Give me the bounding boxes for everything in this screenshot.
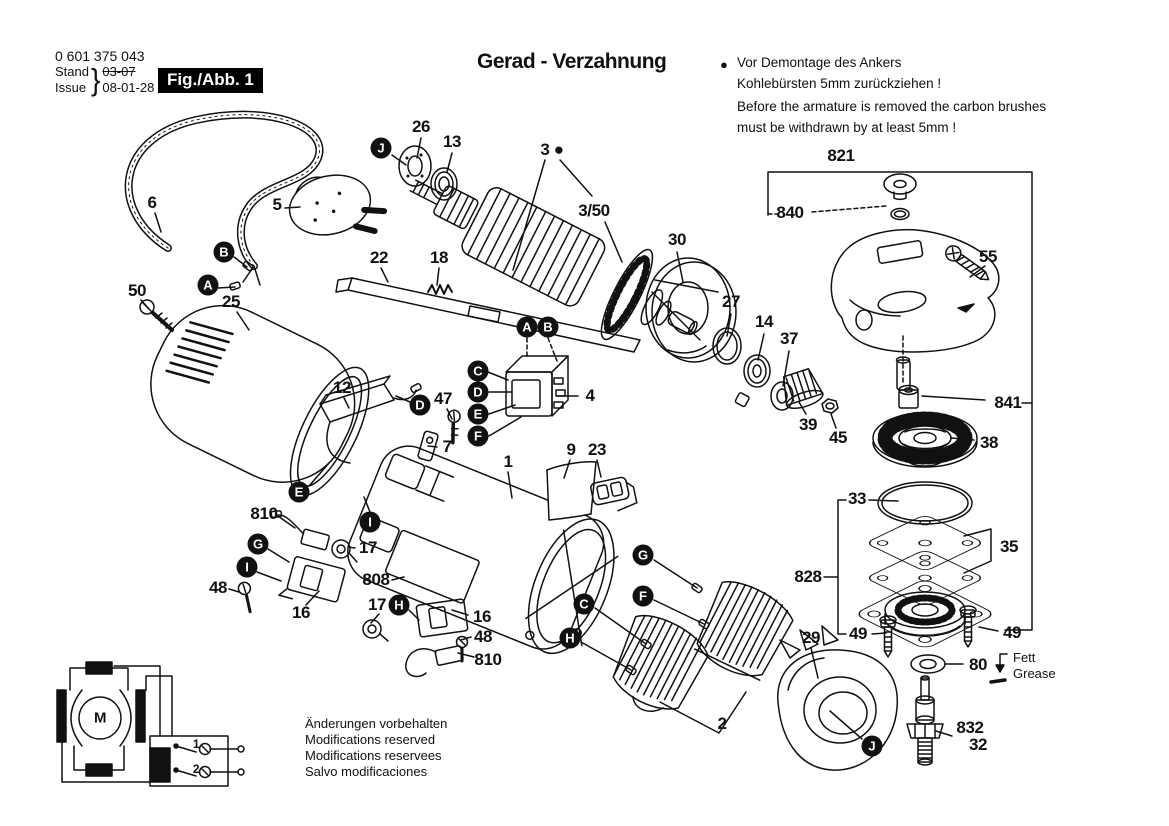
modifications-line-es: Salvo modificaciones — [305, 764, 428, 779]
part-label-828: 828 — [794, 567, 822, 586]
issue-label: Issue — [55, 80, 87, 95]
part-label-16: 16 — [291, 603, 311, 622]
modifications-note — [305, 716, 447, 780]
callout-G: G — [633, 545, 654, 566]
part-label-6: 6 — [147, 193, 157, 212]
callout-J: J — [862, 736, 883, 757]
grease-label-de: Fett — [1013, 650, 1036, 665]
doc-number: 0 601 375 043 — [55, 48, 145, 64]
callout-I: I — [360, 512, 381, 533]
callout-A: A — [517, 317, 538, 338]
callout-F: F — [468, 426, 489, 447]
callout-H: H — [560, 628, 581, 649]
part-label-39: 39 — [798, 415, 818, 434]
grease-label-en: Grease — [1013, 666, 1056, 681]
part-label-810: 810 — [250, 504, 278, 523]
part-label-38: 38 — [979, 433, 999, 452]
part-label-3/50: 3/50 — [578, 201, 610, 220]
stand-value: 03-07 — [102, 64, 136, 79]
diagram-title: Gerad - Verzahnung — [477, 50, 667, 73]
part-label-30: 30 — [667, 230, 687, 249]
modifications-line-en: Modifications reserved — [305, 732, 436, 747]
part-label-M: M — [93, 709, 107, 727]
part-label-49: 49 — [1002, 623, 1022, 642]
warning-en-line1: Before the armature is removed the carbon brushes — [737, 99, 1047, 114]
part-label-35: 35 — [999, 537, 1019, 556]
stand-label: Stand — [55, 64, 89, 79]
part-label-29: 29 — [801, 628, 821, 647]
part-label-9: 9 — [566, 440, 576, 459]
part-label-7: 7 — [442, 437, 452, 456]
callout-F: F — [633, 586, 654, 607]
part-label-26: 26 — [411, 117, 431, 136]
part-label-821: 821 — [827, 146, 855, 165]
part-label-49: 49 — [848, 624, 868, 643]
part-label-16: 16 — [472, 607, 492, 626]
revision-brace: } — [90, 62, 101, 97]
part-label-14: 14 — [754, 312, 774, 331]
part-label-17: 17 — [367, 595, 387, 614]
part-label-810: 810 — [474, 650, 502, 669]
callout-E: E — [289, 482, 310, 503]
part-label-45: 45 — [828, 428, 848, 447]
revision-block — [55, 64, 154, 96]
part-label-1: 1 — [503, 452, 513, 471]
callout-G: G — [248, 534, 269, 555]
warning-de-line2: Kohlebürsten 5mm zurückziehen ! — [737, 76, 942, 91]
figure-number-box: Fig./Abb. 1 — [158, 68, 263, 93]
part-label-23: 23 — [587, 440, 607, 459]
part-label-18: 18 — [429, 248, 449, 267]
issue-value: 08-01-28 — [102, 80, 155, 95]
part-label-840: 840 — [776, 203, 804, 222]
part-label-55: 55 — [978, 247, 998, 266]
grease-note — [1013, 650, 1056, 682]
part-label-33: 33 — [847, 489, 867, 508]
callout-J: J — [371, 138, 392, 159]
part-label-3: 3 ● — [540, 140, 564, 159]
part-label-5: 5 — [272, 195, 282, 214]
part-label-4: 4 — [585, 386, 595, 405]
part-label-47: 47 — [433, 389, 453, 408]
callout-E: E — [468, 404, 489, 425]
part-label-1: 1 — [192, 737, 200, 751]
callout-I: I — [237, 557, 258, 578]
modifications-line-fr: Modifications reservees — [305, 748, 442, 763]
part-label-17: 17 — [358, 538, 378, 557]
callout-C: C — [574, 594, 595, 615]
part-label-2: 2 — [192, 762, 200, 776]
part-label-832: 832 — [956, 718, 984, 737]
bullet-icon: ● — [720, 57, 728, 72]
part-label-25: 25 — [221, 292, 241, 311]
callout-D: D — [468, 382, 489, 403]
warning-en-line2: must be withdrawn by at least 5mm ! — [737, 120, 957, 135]
part-label-48: 48 — [473, 627, 493, 646]
part-label-80: 80 — [968, 655, 988, 674]
callout-A: A — [198, 275, 219, 296]
part-label-808: 808 — [362, 570, 390, 589]
warning-note — [720, 52, 1060, 138]
warning-de-line1: Vor Demontage des Ankers — [737, 55, 902, 70]
callout-B: B — [538, 317, 559, 338]
modifications-line-de: Änderungen vorbehalten — [305, 716, 448, 731]
part-label-37: 37 — [779, 329, 799, 348]
part-label-841: 841 — [994, 393, 1022, 412]
part-label-48: 48 — [208, 578, 228, 597]
part-label-13: 13 — [442, 132, 462, 151]
callout-D: D — [410, 395, 431, 416]
callout-C: C — [468, 361, 489, 382]
part-label-12: 12 — [332, 378, 352, 397]
callout-H: H — [389, 595, 410, 616]
part-label-22: 22 — [369, 248, 389, 267]
callout-B: B — [214, 242, 235, 263]
part-label-50: 50 — [127, 281, 147, 300]
part-label-32: 32 — [968, 735, 988, 754]
part-label-27: 27 — [721, 292, 741, 311]
part-label-2: 2 — [717, 714, 727, 733]
